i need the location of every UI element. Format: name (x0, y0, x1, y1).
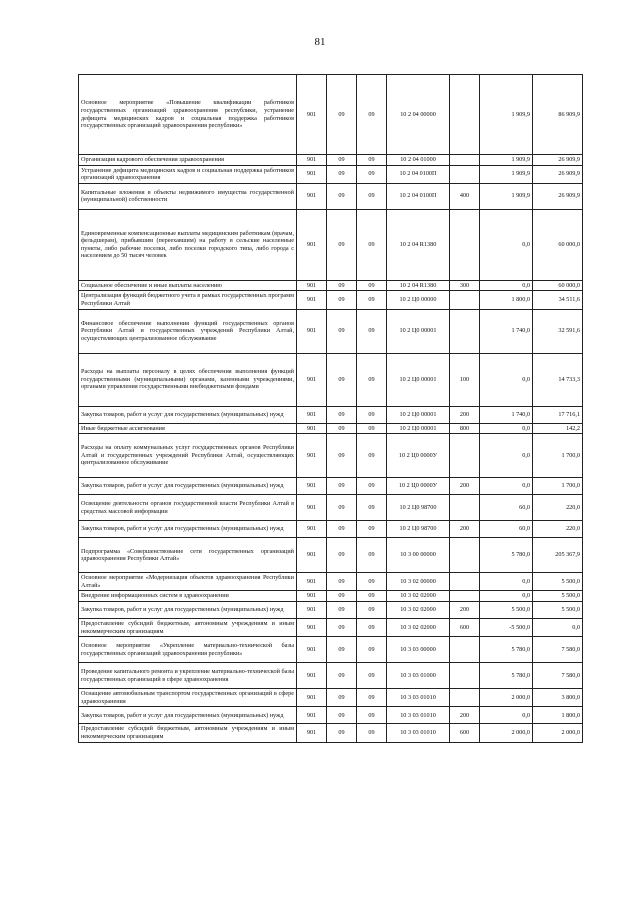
section-code: 09 (327, 165, 357, 183)
table-row (79, 291, 583, 309)
table-row (79, 601, 583, 618)
amount-change: 5 780,0 (480, 538, 533, 573)
target-article-code: 10 2 04 00000 (387, 75, 450, 155)
subsection-code: 09 (357, 637, 387, 663)
amount-change: 1 909,9 (480, 183, 533, 209)
budget-item-name: Организация кадрового обеспечения здравоохранения (79, 155, 297, 166)
table-row (79, 521, 583, 538)
table-row (79, 689, 583, 707)
target-article-code: 10 2 04 R1380 (387, 209, 450, 280)
admin-code: 901 (297, 423, 327, 434)
amount-change: 0,0 (480, 434, 533, 478)
amount-change: 0,0 (480, 707, 533, 724)
admin-code: 901 (297, 183, 327, 209)
table-row (79, 724, 583, 742)
admin-code: 901 (297, 601, 327, 618)
amount-total: 26 909,9 (533, 183, 583, 209)
table-row (79, 309, 583, 353)
budget-table (78, 74, 583, 743)
admin-code: 901 (297, 591, 327, 602)
table-row (79, 183, 583, 209)
budget-item-name: Централизация функций бюджетного учета в рамках государственных программ Республики Алтай (79, 291, 297, 309)
subsection-code: 09 (357, 707, 387, 724)
expense-type-code: 200 (450, 601, 480, 618)
budget-item-name: Основное мероприятие «Укрепление материально-технической базы государственных организаций здравоохранения республики» (79, 637, 297, 663)
budget-item-name: Расходы на оплату коммунальных услуг государственных органов Республики Алтай и государственных учреждений Республики Алтай, осуществляющих централизованное обслуживание (79, 434, 297, 478)
admin-code: 901 (297, 75, 327, 155)
target-article-code: 10 3 03 00000 (387, 637, 450, 663)
section-code: 09 (327, 291, 357, 309)
expense-type-code (450, 155, 480, 166)
subsection-code: 09 (357, 183, 387, 209)
section-code: 09 (327, 495, 357, 521)
amount-change: 0,0 (480, 591, 533, 602)
amount-change: 2 000,0 (480, 724, 533, 742)
amount-total: 3 800,0 (533, 689, 583, 707)
expense-type-code (450, 209, 480, 280)
admin-code: 901 (297, 165, 327, 183)
subsection-code: 09 (357, 423, 387, 434)
expense-type-code (450, 309, 480, 353)
amount-change: 5 780,0 (480, 663, 533, 689)
budget-item-name: Предоставление субсидий бюджетным, автономным учреждениям и иным некоммерческим организациям (79, 618, 297, 636)
table-row (79, 353, 583, 406)
expense-type-code (450, 663, 480, 689)
section-code: 09 (327, 724, 357, 742)
target-article-code: 10 3 03 01010 (387, 689, 450, 707)
table-row (79, 423, 583, 434)
target-article-code: 10 3 03 01000 (387, 663, 450, 689)
target-article-code: 10 2 04 01000 (387, 155, 450, 166)
table-row (79, 478, 583, 495)
expense-type-code (450, 637, 480, 663)
admin-code: 901 (297, 618, 327, 636)
budget-item-name: Основное мероприятие «Повышение квалификации работников государственных организаций здравоохранения республики, устранение дефицита медицинских кадров и социальная поддержка работников государственных организаций здравоохранения республики» (79, 75, 297, 155)
subsection-code: 09 (357, 591, 387, 602)
table-row (79, 155, 583, 166)
section-code: 09 (327, 183, 357, 209)
target-article-code: 10 2 Ц0 00000 (387, 291, 450, 309)
amount-total: 5 500,0 (533, 601, 583, 618)
expense-type-code (450, 165, 480, 183)
section-code: 09 (327, 478, 357, 495)
table-row (79, 538, 583, 573)
table-row (79, 434, 583, 478)
subsection-code: 09 (357, 538, 387, 573)
expense-type-code: 400 (450, 183, 480, 209)
budget-item-name: Финансовое обеспечение выполнения функций государственных органов Республики Алтай и государственных учреждений Республики Алтай, осуществляющих централизованное обслуживание (79, 309, 297, 353)
subsection-code: 09 (357, 618, 387, 636)
admin-code: 901 (297, 538, 327, 573)
subsection-code: 09 (357, 291, 387, 309)
budget-item-name: Закупка товаров, работ и услуг для государственных (муниципальных) нужд (79, 521, 297, 538)
table-row (79, 406, 583, 423)
section-code: 09 (327, 663, 357, 689)
admin-code: 901 (297, 637, 327, 663)
target-article-code: 10 2 Ц0 0000У (387, 478, 450, 495)
expense-type-code: 800 (450, 423, 480, 434)
budget-item-name: Единовременные компенсационные выплаты медицинским работникам (врачам, фельдшерам), прибывшим (переехавшим) на работу в сельские населенные пункты, либо рабочие поселки, либо поселки городского типа, либо города с населением до 50 тысяч человек (79, 209, 297, 280)
amount-total: 1 700,0 (533, 434, 583, 478)
target-article-code: 10 2 Ц0 00001 (387, 423, 450, 434)
admin-code: 901 (297, 478, 327, 495)
subsection-code: 09 (357, 689, 387, 707)
budget-item-name: Иные бюджетные ассигнования (79, 423, 297, 434)
target-article-code: 10 3 03 01010 (387, 707, 450, 724)
subsection-code: 09 (357, 75, 387, 155)
expense-type-code: 100 (450, 353, 480, 406)
table-row (79, 573, 583, 591)
target-article-code: 10 2 04 0100П (387, 183, 450, 209)
amount-total: 205 367,9 (533, 538, 583, 573)
table-row (79, 637, 583, 663)
target-article-code: 10 2 Ц0 98700 (387, 495, 450, 521)
admin-code: 901 (297, 663, 327, 689)
section-code: 09 (327, 538, 357, 573)
target-article-code: 10 3 02 00000 (387, 573, 450, 591)
amount-total: 32 591,6 (533, 309, 583, 353)
table-row (79, 495, 583, 521)
admin-code: 901 (297, 209, 327, 280)
admin-code: 901 (297, 291, 327, 309)
page-number: 81 (314, 36, 326, 48)
amount-change: 0,0 (480, 478, 533, 495)
expense-type-code (450, 591, 480, 602)
admin-code: 901 (297, 573, 327, 591)
amount-total: 26 909,9 (533, 155, 583, 166)
target-article-code: 10 2 Ц0 98700 (387, 521, 450, 538)
subsection-code: 09 (357, 155, 387, 166)
target-article-code: 10 3 02 02000 (387, 601, 450, 618)
subsection-code: 09 (357, 573, 387, 591)
admin-code: 901 (297, 155, 327, 166)
budget-item-name: Закупка товаров, работ и услуг для государственных (муниципальных) нужд (79, 707, 297, 724)
table-row (79, 165, 583, 183)
budget-item-name: Закупка товаров, работ и услуг для государственных (муниципальных) нужд (79, 478, 297, 495)
subsection-code: 09 (357, 165, 387, 183)
expense-type-code: 300 (450, 280, 480, 291)
section-code: 09 (327, 309, 357, 353)
table-row (79, 707, 583, 724)
expense-type-code (450, 573, 480, 591)
amount-change: 60,0 (480, 495, 533, 521)
amount-change: 5 780,0 (480, 637, 533, 663)
amount-total: 86 909,9 (533, 75, 583, 155)
target-article-code: 10 2 Ц0 0000У (387, 434, 450, 478)
admin-code: 901 (297, 406, 327, 423)
target-article-code: 10 3 02 02000 (387, 591, 450, 602)
expense-type-code (450, 434, 480, 478)
target-article-code: 10 2 Ц0 00001 (387, 353, 450, 406)
expense-type-code: 200 (450, 478, 480, 495)
amount-change: 0,0 (480, 353, 533, 406)
section-code: 09 (327, 591, 357, 602)
expense-type-code (450, 495, 480, 521)
budget-item-name: Оснащение автомобильным транспортом государственных организаций в сфере здравоохранения (79, 689, 297, 707)
expense-type-code (450, 538, 480, 573)
budget-item-name: Внедрение информационных систем в здравоохранении (79, 591, 297, 602)
budget-item-name: Капитальные вложения в объекты недвижимого имущества государственной (муниципальной) собственности (79, 183, 297, 209)
amount-change: 1 740,0 (480, 406, 533, 423)
amount-total: 5 500,0 (533, 573, 583, 591)
admin-code: 901 (297, 353, 327, 406)
section-code: 09 (327, 423, 357, 434)
budget-item-name: Проведение капитального ремонта и укрепление материально-технической базы государственных организаций в сфере здравоохранения (79, 663, 297, 689)
budget-item-name: Освещение деятельности органов государственной власти Республики Алтай в средствах массовой информации (79, 495, 297, 521)
budget-item-name: Устранение дефицита медицинских кадров и социальная поддержка работников организаций здравоохранения (79, 165, 297, 183)
admin-code: 901 (297, 434, 327, 478)
admin-code: 901 (297, 495, 327, 521)
amount-total: 17 716,1 (533, 406, 583, 423)
amount-change: 0,0 (480, 573, 533, 591)
target-article-code: 10 2 04 0100П (387, 165, 450, 183)
amount-change: 1 800,0 (480, 291, 533, 309)
amount-total: 60 000,0 (533, 280, 583, 291)
expense-type-code (450, 689, 480, 707)
target-article-code: 10 2 Ц0 00001 (387, 309, 450, 353)
table-row (79, 618, 583, 636)
amount-total: 14 733,3 (533, 353, 583, 406)
amount-change: -5 500,0 (480, 618, 533, 636)
subsection-code: 09 (357, 406, 387, 423)
amount-change: 60,0 (480, 521, 533, 538)
target-article-code: 10 3 02 02000 (387, 618, 450, 636)
admin-code: 901 (297, 280, 327, 291)
amount-change: 0,0 (480, 280, 533, 291)
subsection-code: 09 (357, 434, 387, 478)
amount-total: 7 580,0 (533, 663, 583, 689)
amount-total: 1 700,0 (533, 478, 583, 495)
admin-code: 901 (297, 689, 327, 707)
subsection-code: 09 (357, 601, 387, 618)
amount-change: 1 909,9 (480, 155, 533, 166)
amount-change: 1 909,9 (480, 75, 533, 155)
subsection-code: 09 (357, 478, 387, 495)
table-row (79, 209, 583, 280)
amount-change: 1 740,0 (480, 309, 533, 353)
amount-change: 0,0 (480, 423, 533, 434)
amount-total: 2 000,0 (533, 724, 583, 742)
section-code: 09 (327, 637, 357, 663)
section-code: 09 (327, 406, 357, 423)
subsection-code: 09 (357, 353, 387, 406)
section-code: 09 (327, 573, 357, 591)
expense-type-code: 600 (450, 618, 480, 636)
budget-item-name: Закупка товаров, работ и услуг для государственных (муниципальных) нужд (79, 406, 297, 423)
subsection-code: 09 (357, 521, 387, 538)
budget-item-name: Социальное обеспечение и иные выплаты населению (79, 280, 297, 291)
table-row (79, 591, 583, 602)
subsection-code: 09 (357, 209, 387, 280)
amount-total: 5 500,0 (533, 591, 583, 602)
budget-item-name: Основное мероприятие «Модернизация объектов здравоохранения Республики Алтай» (79, 573, 297, 591)
budget-item-name: Расходы на выплаты персоналу в целях обеспечения выполнения функций государственными (муниципальными) органами, казенными учреждениями, органами управления государственными внебюджетными фондами (79, 353, 297, 406)
amount-total: 142,2 (533, 423, 583, 434)
amount-total: 1 800,0 (533, 707, 583, 724)
admin-code: 901 (297, 724, 327, 742)
section-code: 09 (327, 707, 357, 724)
section-code: 09 (327, 601, 357, 618)
subsection-code: 09 (357, 663, 387, 689)
subsection-code: 09 (357, 495, 387, 521)
subsection-code: 09 (357, 309, 387, 353)
section-code: 09 (327, 618, 357, 636)
amount-total: 0,0 (533, 618, 583, 636)
amount-total: 60 000,0 (533, 209, 583, 280)
admin-code: 901 (297, 707, 327, 724)
budget-item-name: Закупка товаров, работ и услуг для государственных (муниципальных) нужд (79, 601, 297, 618)
admin-code: 901 (297, 521, 327, 538)
section-code: 09 (327, 353, 357, 406)
subsection-code: 09 (357, 280, 387, 291)
table-row (79, 663, 583, 689)
section-code: 09 (327, 434, 357, 478)
section-code: 09 (327, 280, 357, 291)
expense-type-code (450, 75, 480, 155)
amount-change: 0,0 (480, 209, 533, 280)
expense-type-code: 200 (450, 707, 480, 724)
expense-type-code (450, 291, 480, 309)
expense-type-code: 600 (450, 724, 480, 742)
section-code: 09 (327, 521, 357, 538)
amount-total: 220,0 (533, 495, 583, 521)
table-body (79, 75, 583, 743)
amount-change: 1 909,9 (480, 165, 533, 183)
table-row (79, 280, 583, 291)
target-article-code: 10 3 00 00000 (387, 538, 450, 573)
expense-type-code: 200 (450, 406, 480, 423)
budget-item-name: Предоставление субсидий бюджетным, автономным учреждениям и иным некоммерческим организациям (79, 724, 297, 742)
subsection-code: 09 (357, 724, 387, 742)
section-code: 09 (327, 75, 357, 155)
amount-total: 26 909,9 (533, 165, 583, 183)
table-row (79, 75, 583, 155)
target-article-code: 10 2 Ц0 00001 (387, 406, 450, 423)
target-article-code: 10 3 03 01010 (387, 724, 450, 742)
section-code: 09 (327, 155, 357, 166)
amount-total: 220,0 (533, 521, 583, 538)
section-code: 09 (327, 689, 357, 707)
amount-total: 7 580,0 (533, 637, 583, 663)
amount-change: 5 500,0 (480, 601, 533, 618)
section-code: 09 (327, 209, 357, 280)
amount-change: 2 000,0 (480, 689, 533, 707)
amount-total: 34 511,6 (533, 291, 583, 309)
budget-item-name: Подпрограмма «Совершенствование сети государственных организаций здравоохранения Республики Алтай» (79, 538, 297, 573)
admin-code: 901 (297, 309, 327, 353)
expense-type-code: 200 (450, 521, 480, 538)
target-article-code: 10 2 04 R1380 (387, 280, 450, 291)
